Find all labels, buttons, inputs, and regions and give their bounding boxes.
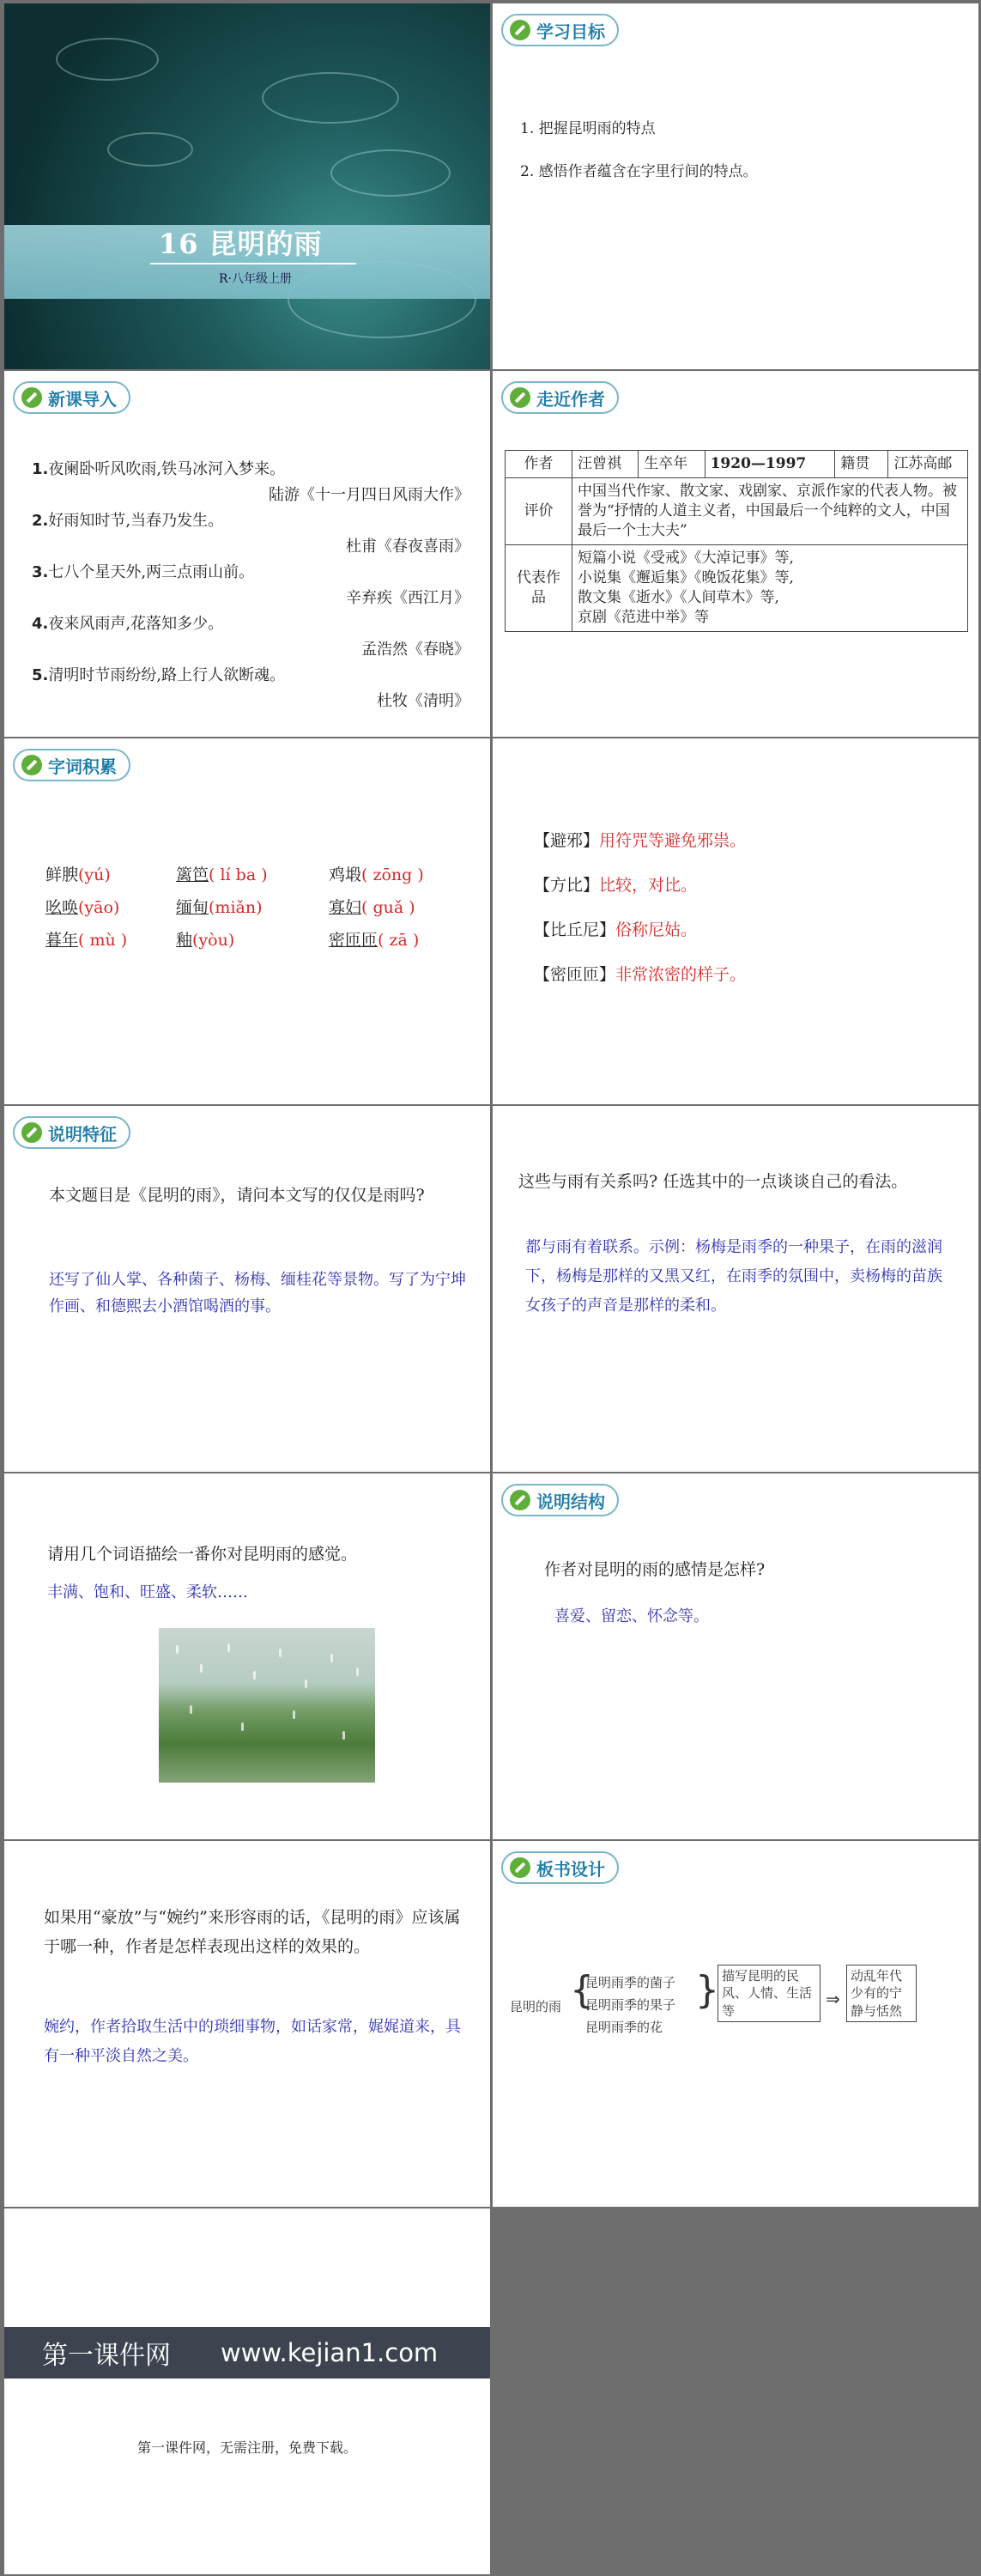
- tag-label: 字词积累: [48, 756, 117, 777]
- slide-style: [4, 1841, 490, 2207]
- answer-text: 婉约，作者拾取生活中的琐细事物，如话家常，娓娓道来，具有一种平淡自然之美。: [44, 2018, 461, 2066]
- vocab-item: 吆唤(yāo): [45, 898, 120, 917]
- goal-item: 1. 把握昆明雨的特点: [520, 120, 656, 137]
- section-tag: [13, 1116, 130, 1149]
- tag-label: 新课导入: [48, 388, 117, 410]
- pencil-icon: [510, 387, 530, 408]
- answer-text: 都与雨有着联系。示例：杨梅是雨季的一种果子，在雨的滋润下，杨梅是那样的又黑又红，在雨季的氛围中，卖杨梅的苗族女孩子的声音是那样的柔和。: [525, 1238, 942, 1315]
- pencil-icon: [510, 1857, 530, 1878]
- poem-line: 3.七八个星天外,两三点雨山前。: [32, 563, 255, 581]
- brace: {: [570, 1968, 594, 2012]
- slide-vocab: [4, 738, 490, 1104]
- pencil-icon: [21, 755, 42, 775]
- board-branch: 昆明雨季的果子: [585, 1997, 676, 2013]
- poem-list: [32, 457, 469, 714]
- brand-bar: [4, 2327, 490, 2379]
- poem-line: 1.夜阑卧听风吹雨,铁马冰河入梦来。: [32, 460, 286, 478]
- poem-source: 辛弃疾《西江月》: [346, 589, 469, 607]
- vocab-item: 寡妇( guǎ ): [329, 898, 415, 917]
- answer-text: 还写了仙人掌、各种菌子、杨梅、缅桂花等景物。写了为宁坤作画、和德熙去小酒馆喝酒的事。: [49, 1271, 466, 1315]
- board-end-box: 动乱年代少有的宁静与恬然: [846, 1965, 917, 2022]
- board-arrow: ⇒: [826, 1989, 840, 2009]
- answer-text: 喜爱、留恋、怀念等。: [554, 1607, 709, 1625]
- section-tag: [501, 1484, 619, 1516]
- slide-features: [4, 1106, 490, 1472]
- vocab-item: 暮年( mù ): [45, 931, 128, 950]
- board-root: 昆明的雨: [510, 1999, 562, 2014]
- pencil-icon: [21, 1122, 42, 1143]
- footer-note: 第一课件网，无需注册，免费下载。: [136, 2439, 357, 2456]
- section-tag: [501, 1851, 619, 1884]
- poem-source: 陆游《十一月四日风雨大作》: [269, 486, 469, 504]
- definition-item: 【方比】比较，对比。: [534, 876, 698, 895]
- slide-intro: [4, 371, 490, 737]
- title-underline: [150, 263, 356, 264]
- brand-url[interactable]: www.kejian1.com: [221, 2338, 439, 2367]
- section-tag: [13, 381, 130, 414]
- section-tag: [13, 749, 130, 781]
- author-table: 作者 汪曾祺 生卒年 1920—1997 籍贯 江苏高邮 评价 中国当代作家、散文家、戏剧家、京派作家的代表人物。被誉为“抒情的人道主义者，中国最后一个纯粹的文人，中国最后一个士大夫” 代表作品 短篇小说《受戒》《大淖记事》等, 小说集《邂逅集》《晚饭花集》等, 散文集《逝水》《人间草木》等, 京剧《范进中举》等: [505, 450, 968, 632]
- slide-board: [493, 1841, 978, 2207]
- slide-definitions: [493, 738, 978, 1104]
- vocab-item: 鸡塅( zōng ): [329, 866, 424, 884]
- section-tag: [501, 14, 619, 46]
- pencil-icon: [21, 387, 42, 408]
- vocab-item: 密匝匝( zā ): [329, 931, 420, 950]
- vocab-item: 鲜腴(yú): [45, 866, 111, 884]
- tag-label: 说明特征: [48, 1123, 117, 1145]
- poem-source: 杜牧《清明》: [377, 692, 469, 710]
- lesson-subtitle: R·八年级上册: [219, 272, 292, 286]
- slide-discussion: [493, 1106, 978, 1472]
- question-text: 如果用“豪放”与“婉约”来形容雨的话，《昆明的雨》应该属于哪一种，作者是怎样表现出这样的效果的。: [44, 1908, 461, 1957]
- slide-author: [493, 371, 978, 737]
- definition-item: 【密匝匝】非常浓密的样子。: [534, 965, 747, 984]
- question-text: 请用几个词语描绘一番你对昆明雨的感觉。: [47, 1545, 358, 1564]
- answer-text: 丰满、饱和、旺盛、柔软……: [47, 1583, 248, 1601]
- section-tag: [501, 381, 619, 414]
- board-branch: 昆明雨季的菌子: [585, 1975, 676, 1990]
- pencil-icon: [510, 20, 530, 40]
- poem-line: 2.好雨知时节,当春乃发生。: [32, 512, 224, 530]
- question-text: 本文题目是《昆明的雨》，请问本文写的仅仅是雨吗?: [49, 1186, 425, 1205]
- slide-structure: [493, 1473, 978, 1839]
- rain-window-photo: [159, 1628, 375, 1783]
- tag-label: 走近作者: [536, 388, 605, 410]
- lesson-title: 16 昆明的雨: [159, 228, 323, 260]
- vocab-item: 缅甸(miǎn): [176, 898, 263, 917]
- definition-item: 【比丘尼】俗称尼姑。: [534, 920, 698, 939]
- vocab-item: 釉(yòu): [176, 931, 235, 950]
- vocab-item: 篱笆( lí ba ): [176, 866, 268, 884]
- poem-line: 5.清明时节雨纷纷,路上行人欲断魂。: [32, 666, 286, 684]
- poem-line: 4.夜来风雨声,花落知多少。: [32, 615, 224, 633]
- question-text: 作者对昆明的雨的感情是怎样?: [544, 1560, 766, 1579]
- board-mid-box: 描写昆明的民风、人情、生活等: [718, 1965, 821, 2022]
- slide-footer: [4, 2208, 490, 2574]
- tag-label: 说明结构: [536, 1491, 605, 1512]
- definition-item: 【避邪】用符咒等避免邪祟。: [534, 831, 747, 850]
- board-branch: 昆明雨季的花: [585, 2020, 663, 2035]
- slide-goals: [493, 3, 978, 369]
- poem-source: 孟浩然《春晓》: [361, 641, 469, 659]
- pencil-icon: [510, 1490, 530, 1510]
- question-text: 这些与雨有关系吗? 任选其中的一点谈谈自己的看法。: [518, 1172, 908, 1191]
- cover-image: [4, 3, 490, 369]
- brace: {: [695, 1968, 719, 2012]
- tag-label: 学习目标: [536, 21, 605, 42]
- brand-name: 第一课件网: [42, 2341, 171, 2371]
- tag-label: 板书设计: [536, 1858, 605, 1880]
- slide-cover: [4, 3, 490, 369]
- slide-describe: [4, 1473, 490, 1839]
- goal-item: 2. 感悟作者蕴含在字里行间的特点。: [520, 163, 758, 180]
- poem-source: 杜甫《春夜喜雨》: [346, 538, 469, 556]
